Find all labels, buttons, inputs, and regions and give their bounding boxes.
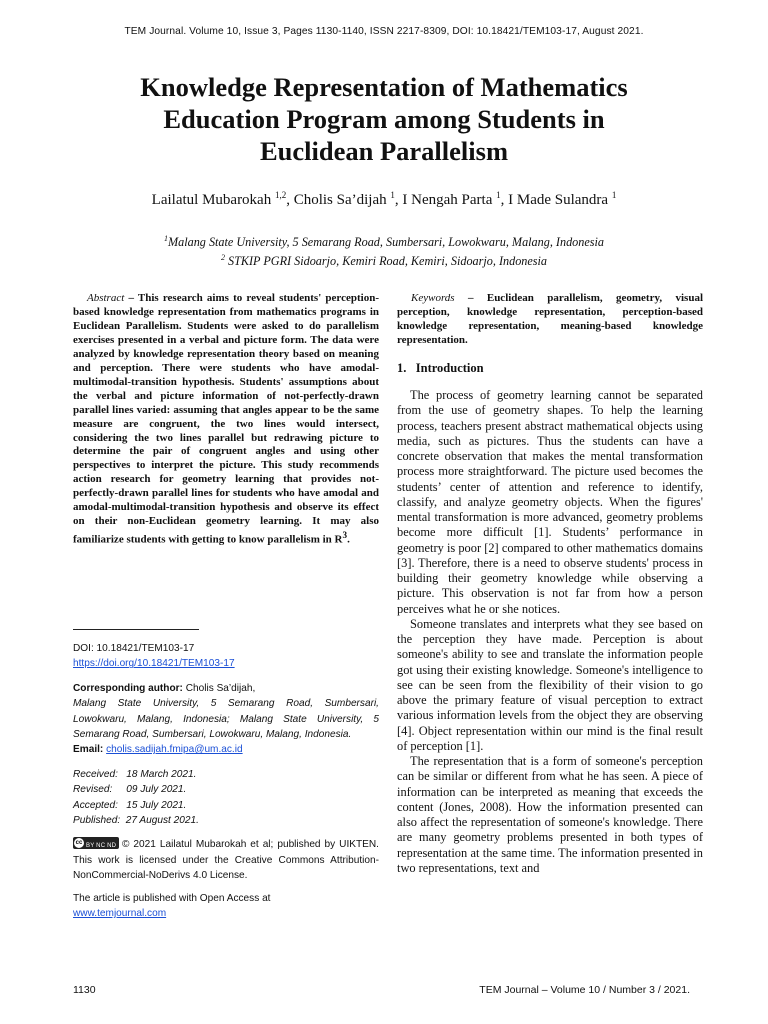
corresponding-author-name: Cholis Sa’dijah, [182,682,256,694]
publication-dates [73,767,379,829]
paper-title [60,71,708,167]
abstract-label: Abstract [87,292,125,304]
affiliations [0,231,768,269]
email-link[interactable]: cholis.sadijah.fmipa@um.ac.id [106,744,243,756]
footnote-rule [73,629,199,630]
affiliation [0,231,768,250]
corresponding-author-label: Corresponding author: [73,682,183,694]
author-name: Cholis Sa’dijah [293,192,387,208]
date-revised: Revised: 09 July 2021. [73,784,187,796]
abstract-end: . [347,533,350,546]
license-text: © 2021 Lailatul Mubarokah et al; published by UIKTEN. This work is licensed under the Creative Commons Attribution-NonCommercial-NoDerivs 4.0 License. [73,839,379,882]
email-line [73,742,379,757]
author-affil-mark: 1,2 [274,190,287,200]
journal-link[interactable]: www.temjournal.com [73,908,167,920]
introduction-body [397,388,703,876]
keywords [397,292,703,348]
paragraph: Someone translates and interprets what they see based on the perception they have made. Perception is about someone's ability to see and translate the information people got using their existing knowledge. Someone's intelligence to see can be seen from the flexibility of their vision to go above the primary feature of visual perception to extract various information levels from the object they are observing [4]. Object representation within our mind is the final result of perception [1]. [397,616,703,753]
doi-text: DOI: 10.18421/TEM103-17 [73,643,195,654]
corresponding-author [73,681,379,696]
section-heading: 1. Introduction [397,361,484,375]
author-affil-mark: 1 [496,190,501,200]
cc-badge-text: BY NC ND [86,843,117,850]
doi-link[interactable]: https://doi.org/10.18421/TEM103-17 [73,658,235,670]
affiliation-mark: 1 [163,234,168,243]
title-line: Knowledge Representation of Mathematics [140,72,628,102]
date-received: Received: 18 March 2021. [73,768,197,780]
paragraph: The representation that is a form of someone's perception can be similar or different from what he has seen. A piece of information can be interpreted as meaning that exceeds the content (Jones, 2008). How the information presented can also affect the representation of someone's knowledge. There are many geometry problems presented in both types of representation at the same time. The information presented in two representations, text and [397,754,703,875]
date-accepted: Accepted: 15 July 2021. [73,799,187,811]
open-access-statement [73,891,379,906]
license-statement [73,837,379,883]
corresponding-address: Malang State University, 5 Semarang Road, Sumbersari, Lowokwaru, Malang, Indonesia; Malang State University, 5 Semarang Road, Sumbersari, Lowokwaru, Malang, Indonesia. [73,698,379,741]
author-name: I Made Sulandra [508,192,609,208]
footer-journal: TEM Journal – Volume 10 / Number 3 / 2021. [479,984,690,996]
author-affil-mark: 1 [390,190,395,200]
article-info [73,641,379,922]
affiliation-mark: 2 [220,253,225,263]
author-name: I Nengah Parta [402,192,493,208]
abstract-text: – This research aims to reveal students' perception-based knowledge representation from mathematics programs in Euclidean Parallelism. Students were asked to do parallelism exercises presented in a verbal and picture form. The data were analyzed by knowledge representation theory based on meaning and perception. There were students who have amodal-multimodal-transition hypothesis. Students' assumptions about the verbal and picture information of not-perfectly-drawn parallel lines varied: assuming that angles appear to be the same measure are congruent, the two lines would intersect, considering the two lines parallel but redrawing picture to determine the pair of congruent angles and using other perspectives to interpret the picture. This study recommends action research for geometry learning that provides not-perfectly-drawn parallel lines for students who have amodal and amodal-multimodal-transition hypothesis and observe its effect on their non-Euclidean geometry learning. It may also familiarize students with getting to know parallelism in R [73,292,379,546]
affiliation [0,250,768,269]
page-number: 1130 [73,984,96,996]
running-header: TEM Journal. Volume 10, Issue 3, Pages 1130-1140, ISSN 2217-8309, DOI: 10.18421/TEM103-17, August 2021. [124,26,644,37]
open-access-text: The article is published with Open Access at [73,892,271,904]
affiliation-text: Malang State University, 5 Semarang Road, Sumbersari, Lowokwaru, Malang, Indonesia [167,235,605,250]
date-published: Published: 27 August 2021. [73,815,199,827]
author-list: Lailatul Mubarokah $^{1,2}$, Cholis Sa’dijah $^1$, I Nengah Parta $^1$, I Made Sulandra $^1$ [151,190,617,208]
abstract-superscript: 3 [342,530,348,541]
author-affil-mark: 1 [611,190,617,200]
title-line: Euclidean Parallelism [259,136,509,166]
abstract [73,292,379,548]
paragraph: The process of geometry learning cannot be separated from the use of geometry shapes. To help the learning process, teachers present abstract mathematical objects using media, such as pictures. Thus the students can have a concrete observation that makes the mental transformation process more straightforward. The picture used becomes the students’ center of attention and reference to identify, classify, and analyze geometry objects. When the figures' mental transformation is more advanced, geometry problems become more difficult [1]. Students’ performance in geometry is poor [2] compared to other mathematics domains [3]. Therefore, there is a need to observe students' process in building their geometry knowledge while observing a picture. This observation is not far from how a person perceives what he or she notices. [397,388,703,616]
title-line: Education Program among Students in [163,104,605,134]
author-name: Lailatul Mubarokah [151,192,272,208]
keywords-text: – Euclidean parallelism, geometry, visual perception, knowledge representation, perception-based knowledge representation, meaning-based knowledge representation. [397,292,703,346]
email-label: Email: [73,744,104,756]
creative-commons-icon: cc BY NC ND [73,837,119,849]
affiliation-text: STKIP PGRI Sidoarjo, Kemiri Road, Kemiri, Sidoarjo, Indonesia [224,254,548,269]
keywords-label: Keywords [411,292,455,304]
